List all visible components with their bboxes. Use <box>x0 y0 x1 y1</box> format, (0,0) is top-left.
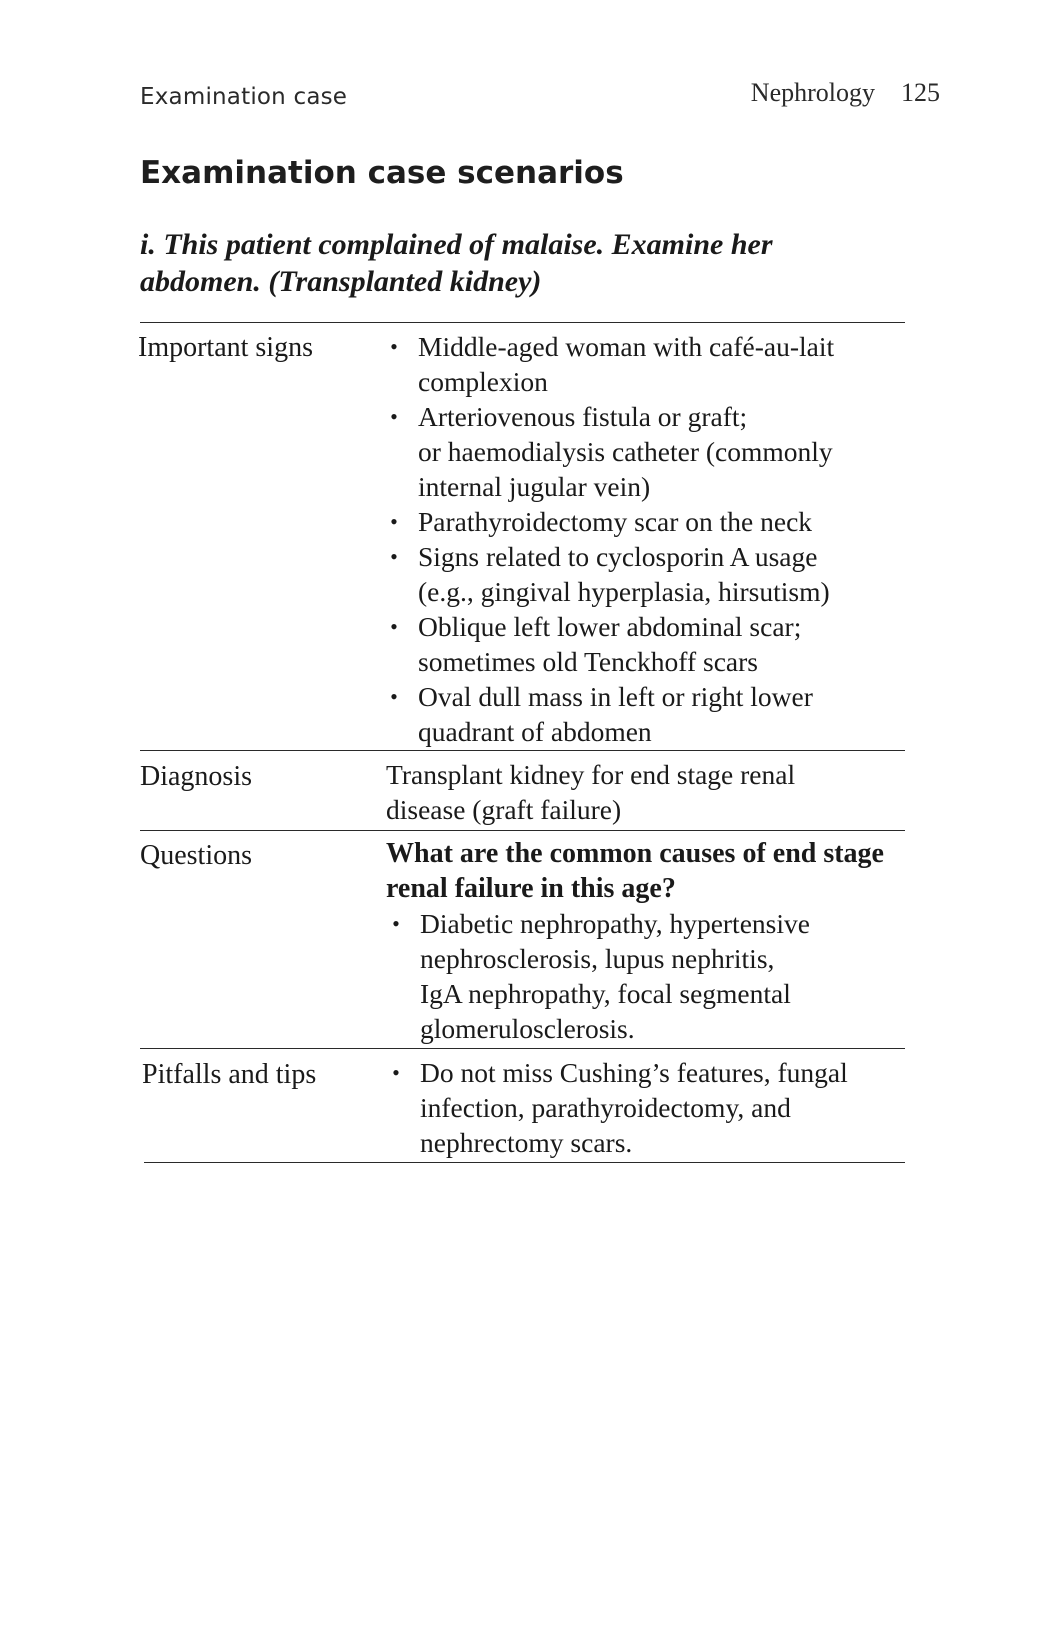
case-heading-line-1: i. This patient complained of malaise. Examine her <box>140 228 773 261</box>
row-label-important-signs: Important signs <box>138 332 313 363</box>
pitfall-text: infection, parathyroidectomy, and <box>420 1092 791 1123</box>
row-content-pitfalls <box>386 1055 911 1160</box>
table-rule-top <box>140 322 905 323</box>
important-sign-text: sometimes old Tenckhoff scars <box>418 646 758 677</box>
diagnosis-text: Transplant kidney for end stage renal <box>386 759 796 790</box>
row-content-important-signs <box>384 329 904 749</box>
running-header-title: Nephrology <box>750 78 875 107</box>
answer-text: glomerulosclerosis. <box>420 1013 635 1044</box>
bullet-icon: • <box>390 509 398 534</box>
important-sign-text: Middle-aged woman with café-au-lait <box>418 331 835 362</box>
pitfall-item <box>386 1055 911 1160</box>
bullet-icon: • <box>390 684 398 709</box>
important-sign-item <box>384 399 904 504</box>
page-number: 125 <box>901 78 940 107</box>
case-heading <box>140 226 880 300</box>
important-sign-text: (e.g., gingival hyperplasia, hirsutism) <box>418 576 830 607</box>
answer-list <box>386 906 911 1046</box>
table-rule-3 <box>140 1048 905 1049</box>
important-sign-text: quadrant of abdomen <box>418 716 652 747</box>
important-sign-item <box>384 609 904 679</box>
important-sign-text: Signs related to cyclosporin A usage <box>418 541 818 572</box>
table-rule-2 <box>140 830 905 831</box>
bullet-icon: • <box>392 1060 400 1085</box>
important-signs-list <box>384 329 904 749</box>
question-text <box>386 836 911 906</box>
important-sign-text: internal jugular vein) <box>418 471 651 502</box>
important-sign-item <box>384 329 904 399</box>
table-rule-1 <box>140 750 905 751</box>
running-header <box>140 78 940 118</box>
row-content-diagnosis <box>386 757 906 827</box>
important-sign-item <box>384 539 904 609</box>
bullet-icon: • <box>390 544 398 569</box>
question-line: What are the common causes of end stage <box>386 838 884 869</box>
pitfalls-list <box>386 1055 911 1160</box>
section-title: Examination case scenarios <box>140 155 624 191</box>
bullet-icon: • <box>390 614 398 639</box>
running-header-chapter: Examination case <box>140 84 348 110</box>
answer-text: nephrosclerosis, lupus nephritis, <box>420 943 775 974</box>
important-sign-item <box>384 504 904 539</box>
bullet-icon: • <box>390 404 398 429</box>
diagnosis-text: disease (graft failure) <box>386 794 622 825</box>
important-sign-text: Parathyroidectomy scar on the neck <box>418 506 813 537</box>
table-rule-bottom <box>144 1162 905 1163</box>
pitfall-text: Do not miss Cushing’s features, fungal <box>420 1057 848 1088</box>
row-label-pitfalls: Pitfalls and tips <box>142 1059 317 1090</box>
important-sign-text: or haemodialysis catheter (commonly <box>418 436 833 467</box>
answer-text: IgA nephropathy, focal segmental <box>420 978 791 1009</box>
bullet-icon: • <box>390 334 398 359</box>
pitfall-text: nephrectomy scars. <box>420 1127 633 1158</box>
answer-item <box>386 906 911 1046</box>
important-sign-text: Arteriovenous fistula or graft; <box>418 401 748 432</box>
running-header-right <box>751 78 940 108</box>
row-label-questions: Questions <box>140 840 252 871</box>
important-sign-item <box>384 679 904 749</box>
important-sign-text: Oval dull mass in left or right lower <box>418 681 813 712</box>
bullet-icon: • <box>392 911 400 936</box>
important-sign-text: complexion <box>418 366 548 397</box>
important-sign-text: Oblique left lower abdominal scar; <box>418 611 802 642</box>
question-line: renal failure in this age? <box>386 873 676 904</box>
row-content-questions <box>386 836 911 1046</box>
answer-text: Diabetic nephropathy, hypertensive <box>420 908 810 939</box>
row-label-diagnosis: Diagnosis <box>140 761 252 792</box>
case-heading-line-2: abdomen. (Transplanted kidney) <box>140 265 542 298</box>
